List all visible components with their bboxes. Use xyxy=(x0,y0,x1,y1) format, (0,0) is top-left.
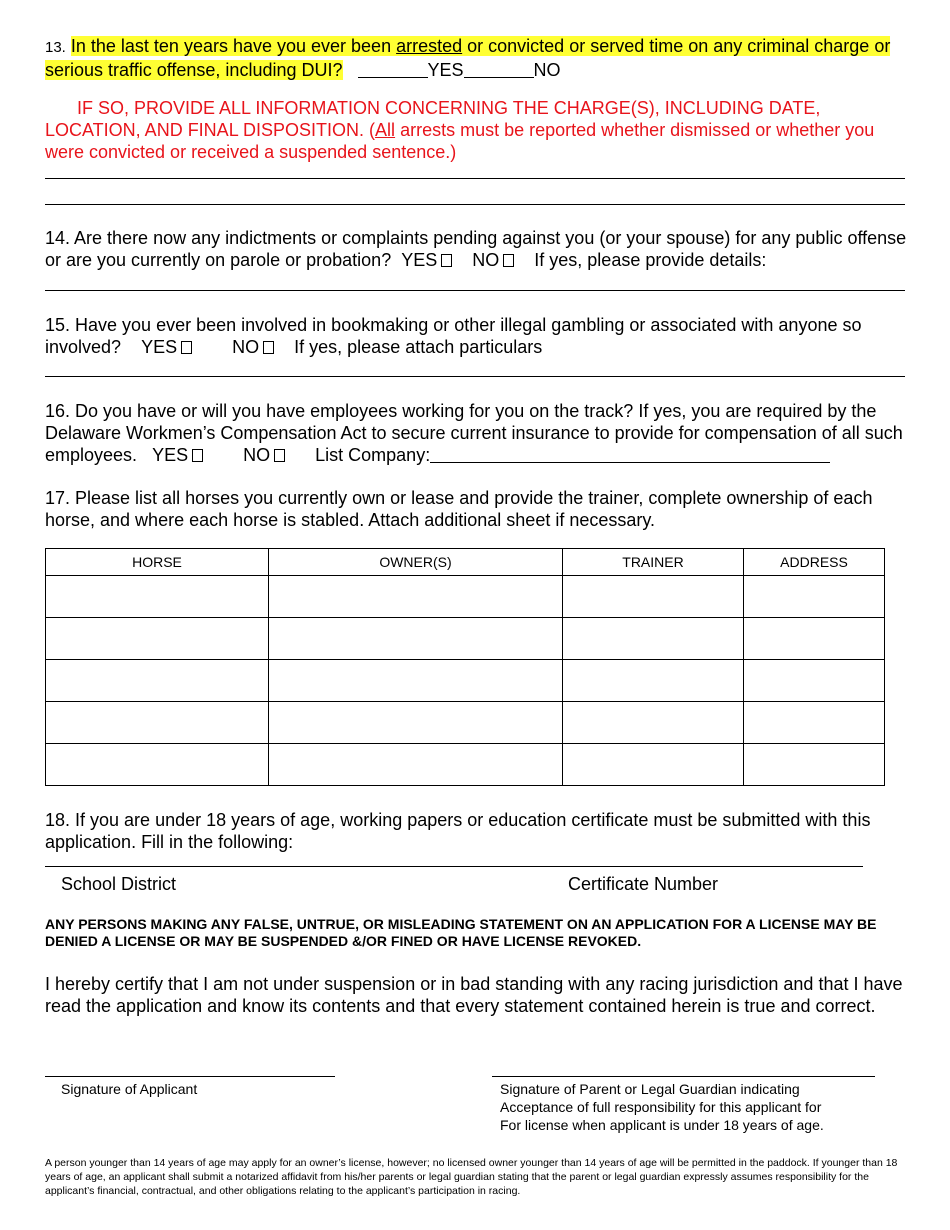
answer-line[interactable] xyxy=(45,290,905,291)
table-row xyxy=(46,660,885,702)
table-cell[interactable] xyxy=(269,618,563,660)
no-checkbox[interactable] xyxy=(503,254,514,267)
table-header-row xyxy=(46,549,885,576)
details-label: If yes, please provide details: xyxy=(534,250,767,270)
table-cell[interactable] xyxy=(744,702,885,744)
false-statement-warning: ANY PERSONS MAKING ANY FALSE, UNTRUE, OR MISLEADING STATEMENT ON AN APPLICATION FOR A LICENSE MAY BE DENIED A LICENSE OR MAY BE SUSPENDED &/OR FINED OR HAVE LICENSE REVOKED. xyxy=(45,916,877,949)
table-cell[interactable] xyxy=(744,576,885,618)
table-row xyxy=(46,618,885,660)
table-cell[interactable] xyxy=(563,576,744,618)
yes-checkbox[interactable] xyxy=(441,254,452,267)
yes-label: YES xyxy=(152,445,189,465)
question-13-text: In the last ten years have you ever been arrested or convicted or served time on any criminal charge or serious traffic offense, including DUI? xyxy=(45,36,891,80)
answer-line[interactable] xyxy=(45,204,905,205)
column-horse: HORSE xyxy=(46,549,269,576)
school-district-label: School District xyxy=(61,874,177,894)
school-certificate-line[interactable] xyxy=(45,866,863,867)
certificate-number-label: Certificate Number xyxy=(568,874,719,894)
yes-label: YES xyxy=(401,250,438,270)
answer-line[interactable] xyxy=(45,178,905,179)
table-cell[interactable] xyxy=(269,576,563,618)
question-16 xyxy=(45,400,910,466)
table-row xyxy=(46,744,885,786)
arrested-word: arrested xyxy=(396,36,463,56)
yes-blank[interactable] xyxy=(358,61,428,78)
table-cell[interactable] xyxy=(269,660,563,702)
column-trainer: TRAINER xyxy=(563,549,744,576)
yes-label: YES xyxy=(427,60,464,80)
particulars-label: If yes, please attach particulars xyxy=(294,337,543,357)
question-15-text: 15. Have you ever been involved in bookmaking or other illegal gambling or associated with anyone so involved? xyxy=(45,315,862,357)
table-row xyxy=(46,576,885,618)
question-18-text: 18. If you are under 18 years of age, working papers or education certificate must be submitted with this application. Fill in the following: xyxy=(45,810,871,852)
table-cell[interactable] xyxy=(563,660,744,702)
question-14-text: 14. Are there now any indictments or complaints pending against you (or your spouse) for any public offense or are you currently on parole or probation? xyxy=(45,228,907,270)
question-15 xyxy=(45,314,910,358)
no-checkbox[interactable] xyxy=(263,341,274,354)
table-row xyxy=(46,702,885,744)
table-cell[interactable] xyxy=(46,702,269,744)
table-cell[interactable] xyxy=(269,744,563,786)
list-company-label: List Company: xyxy=(315,445,431,465)
guardian-signature-label: Signature of Parent or Legal Guardian indicating Acceptance of full responsibility for this applicant for For license when applicant is under 18 years of age. xyxy=(500,1081,824,1133)
yes-checkbox[interactable] xyxy=(192,449,203,462)
question-13-instructions: IF SO, PROVIDE ALL INFORMATION CONCERNING THE CHARGE(S), INCLUDING DATE, LOCATION, AND FINAL DISPOSITION. (All arrests must be reported whether dismissed or whether you were convicted or received a suspended sentence.) xyxy=(45,98,875,162)
yes-checkbox[interactable] xyxy=(181,341,192,354)
applicant-signature-label: Signature of Applicant xyxy=(61,1081,198,1097)
no-blank[interactable] xyxy=(464,61,534,78)
table-cell[interactable] xyxy=(744,744,885,786)
table-cell[interactable] xyxy=(269,702,563,744)
question-14 xyxy=(45,227,910,271)
table-cell[interactable] xyxy=(46,744,269,786)
company-field[interactable] xyxy=(430,446,830,463)
yes-label: YES xyxy=(141,337,178,357)
guardian-signature-line[interactable] xyxy=(492,1076,875,1077)
applicant-signature-line[interactable] xyxy=(45,1076,335,1077)
table-cell[interactable] xyxy=(744,618,885,660)
question-13-number: 13. xyxy=(45,39,66,56)
table-cell[interactable] xyxy=(46,618,269,660)
table-cell[interactable] xyxy=(563,618,744,660)
no-label: NO xyxy=(243,445,271,465)
column-owners: OWNER(S) xyxy=(269,549,563,576)
table-cell[interactable] xyxy=(563,744,744,786)
all-word: All xyxy=(375,120,396,140)
age-footnote: A person younger than 14 years of age may apply for an owner’s license, however; no licensed owner younger than 14 years of age will be permitted in the paddock. If younger than 18 years of age, an applicant shall submit a notarized affidavit from his/her parents or legal guardian stating that the parent or legal guardian expressly assumes responsibility for the applicant’s financial, contractual, and other obligations relating to the applicant’s participation in racing. xyxy=(45,1157,898,1197)
question-13 xyxy=(45,35,910,81)
no-label: NO xyxy=(533,60,561,80)
question-17-text: 17. Please list all horses you currently own or lease and provide the trainer, complete ownership of each horse, and where each horse is stabled. Attach additional sheet if necessary. xyxy=(45,488,873,530)
table-cell[interactable] xyxy=(563,702,744,744)
question-16-text: 16. Do you have or will you have employees working for you on the track? If yes, you are required by the Delaware Workmen’s Compensation Act to secure current insurance to provide for compensation of all such employees. xyxy=(45,401,903,465)
table-cell[interactable] xyxy=(744,660,885,702)
no-label: NO xyxy=(472,250,500,270)
table-cell[interactable] xyxy=(46,660,269,702)
no-label: NO xyxy=(232,337,260,357)
answer-line[interactable] xyxy=(45,376,905,377)
no-checkbox[interactable] xyxy=(274,449,285,462)
certification-statement: I hereby certify that I am not under suspension or in bad standing with any racing jurisdiction and that I have read the application and know its contents and that every statement contained herein is true and correct. xyxy=(45,974,903,1016)
column-address: ADDRESS xyxy=(744,549,885,576)
table-cell[interactable] xyxy=(46,576,269,618)
horses-table xyxy=(45,548,885,786)
